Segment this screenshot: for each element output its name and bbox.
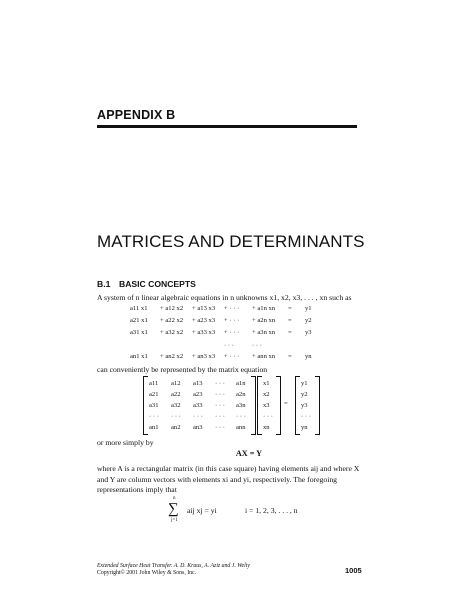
matrix-equation [143,376,343,436]
matrix-bracket [315,376,320,435]
matrix-a-element: an2 [171,424,181,431]
system-term: + an2 x2 [160,353,184,360]
matrix-a-element: a33 [193,402,203,409]
matrix-bracket [143,376,148,435]
summation-equation [168,497,368,527]
page-number: 1005 [345,566,362,575]
matrix-a-element: a31 [149,402,159,409]
matrix-a-element: · · · [215,391,225,398]
matrix-a-element: a12 [171,380,181,387]
system-term: + · · · [224,305,240,312]
system-term: + a33 x3 [192,329,216,336]
system-term: · · · [224,342,234,349]
sigma-symbol: ∑ [168,501,179,517]
vector-y-element: yn [301,424,308,431]
system-term: = [288,353,292,360]
matrix-bracket [251,376,256,435]
system-term: = [288,317,292,324]
system-term: + a13 x3 [192,305,216,312]
footer-line-1: Extended Surface Heat Transfer. A. D. Kraus, A. Aziz and J. Welty [97,563,250,569]
matrix-bracket [295,376,300,435]
matrix-a-element: a13 [193,380,203,387]
sum-body: aij xj = yi [187,506,217,515]
matrix-bracket [257,376,262,435]
header-rule [97,125,357,128]
sum-condition: i = 1, 2, 3, . . . , n [245,506,298,515]
vector-y-element: y3 [301,402,308,409]
matrix-a-element: · · · [215,380,225,387]
matrix-bracket [276,376,281,435]
vector-x-element: x2 [263,391,270,398]
matrix-a-element: a32 [171,402,181,409]
section-heading [97,279,196,289]
system-term: + a3n xn [252,329,276,336]
matrix-a-element: · · · [171,413,181,420]
vector-y-element: y2 [301,391,308,398]
matrix-a-element: · · · [215,424,225,431]
matrix-a-element: a21 [149,391,159,398]
vector-y-element: y1 [301,380,308,387]
appendix-label: APPENDIX B [97,108,176,122]
system-term: + · · · [224,329,240,336]
system-term: a11 x1 [130,305,148,312]
system-term: a31 x1 [130,329,148,336]
system-term: = [288,305,292,312]
matrix-a-element: · · · [149,413,159,420]
system-term: a21 x1 [130,317,148,324]
matrix-a-element: ann [236,424,246,431]
system-term: · · · [252,342,262,349]
system-term: + a32 x2 [160,329,184,336]
matrix-a-element: · · · [236,413,246,420]
simple-lead-paragraph: or more simply by [97,438,154,447]
matrix-lead-paragraph: can conveniently be represented by the matrix equation [97,365,268,374]
matrix-a-element: a1n [236,380,246,387]
compact-equation [0,449,474,458]
where-paragraph: where A is a rectangular matrix (in this case square) having elements aij and where X and Y are column vectors with elements xi and yi, respectively. The foregoing representations imply that [97,464,360,494]
matrix-equals-sign: = [284,400,288,407]
sum-lower-limit: j=1 [171,518,178,523]
matrix-a-element: · · · [215,402,225,409]
matrix-a-element: an1 [149,424,159,431]
vector-y-element: · · · [301,413,311,420]
matrix-a-element: a22 [171,391,181,398]
intro-paragraph: A system of n linear algebraic equations in n unknowns x1, x2, x3, . . . , xn such as [97,293,352,302]
footer-citation [97,563,250,577]
matrix-a-element: a11 [149,380,159,387]
matrix-a-element: a3n [236,402,246,409]
system-term: + a22 x2 [160,317,184,324]
section-number: B.1 [97,279,111,289]
system-term: + ann xn [252,353,276,360]
system-term: + a23 x3 [192,317,216,324]
system-term: yn [305,353,312,360]
vector-x-element: x1 [263,380,270,387]
vector-x-element: xn [263,424,270,431]
system-term: y2 [305,317,312,324]
system-term: + · · · [224,317,240,324]
matrix-a-element: · · · [215,413,225,420]
system-term: y3 [305,329,312,336]
vector-x-element: · · · [263,413,273,420]
system-term: + an3 x3 [192,353,216,360]
footer-line-2: Copyright© 2001 John Wiley & Sons, Inc. [97,570,197,577]
matrix-a-element: a2n [236,391,246,398]
sum-upper-limit: n [173,496,176,501]
system-term: + · · · [224,353,240,360]
system-term: + a2n xn [252,317,276,324]
system-term: an1 x1 [130,353,148,360]
matrix-a-element: a23 [193,391,203,398]
system-term: y1 [305,305,312,312]
matrix-a-element: · · · [193,413,203,420]
system-term: + a1n xn [252,305,276,312]
chapter-title: MATRICES AND DETERMINANTS [97,232,365,251]
system-term: + a12 x2 [160,305,184,312]
compact-equation-text: AX = Y [235,449,263,458]
system-term: = [288,329,292,336]
matrix-a-element: an3 [193,424,203,431]
linear-system [130,305,330,365]
vector-x-element: x3 [263,402,270,409]
section-title: BASIC CONCEPTS [119,279,196,289]
